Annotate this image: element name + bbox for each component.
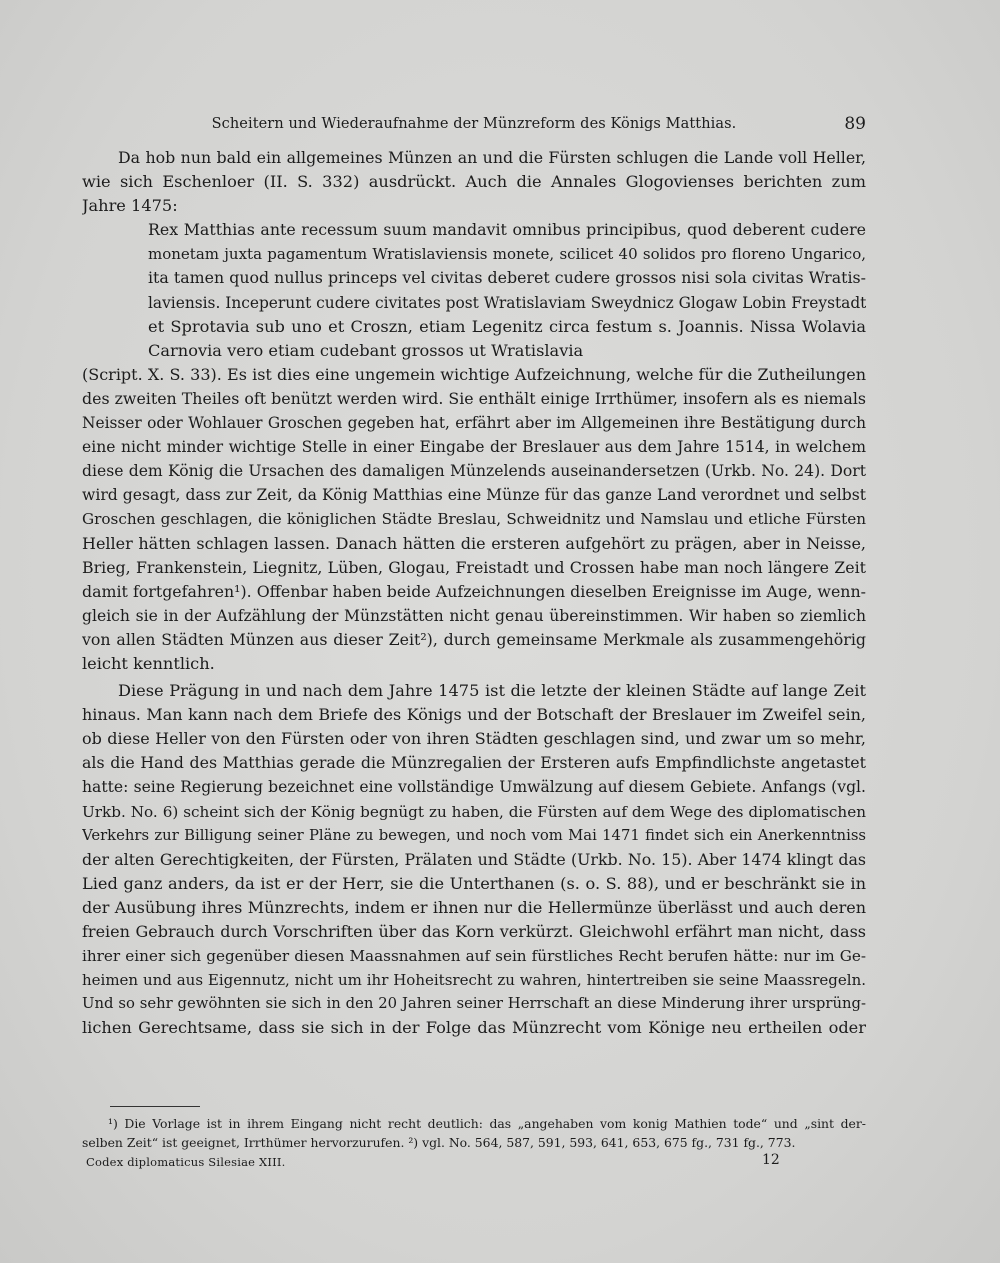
text-line: Groschen geschlagen, die königlichen Städte Breslau, Schweidnitz und Namslau und etliche Fürsten (82, 510, 866, 529)
text-line: von allen Städten Münzen aus dieser Zeit²), durch gemeinsame Merkmale als zusammengehörig (82, 629, 866, 649)
text-line: hatte: seine Regierung bezeichnet eine vollständige Umwälzung auf diesem Gebiete. Anfangs (vgl. (82, 778, 866, 797)
text-line: Brieg, Frankenstein, Liegnitz, Lüben, Glogau, Freistadt und Crossen habe man noch längere Zeit (82, 557, 866, 577)
text-line: Jahre 1475: (82, 196, 178, 216)
signature-line: Codex diplomaticus Silesiae XIII. (86, 1155, 286, 1169)
text-line: Verkehrs zur Billigung seiner Pläne zu bewegen, und noch vom Mai 1471 findet sich ein Anerkenntniss (82, 826, 866, 844)
text-line: heimen und aus Eigennutz, nicht um ihr Hoheitsrecht zu wahren, hintertreiben sie seine Maassregeln. (82, 971, 866, 990)
text-line: lichen Gerechtsame, dass sie sich in der Folge das Münzrecht vom Könige neu ertheilen oder (82, 1018, 866, 1038)
text-line: wird gesagt, dass zur Zeit, da König Matthias eine Münze für das ganze Land verordnet und selbst (82, 486, 866, 505)
text-line: (Script. X. S. 33). Es ist dies eine ungemein wichtige Aufzeichnung, welche für die Zutheilungen (82, 364, 866, 384)
quote-line: et Sprotavia sub uno et Croszn, etiam Legenitz circa festum s. Joannis. Nissa Wolavia (148, 316, 866, 336)
footnote-line: ¹) Die Vorlage ist in ihrem Eingang nicht recht deutlich: das „angehaben vom konig Mathien tode“ und „sint der- (108, 1116, 866, 1131)
quote-line: laviensis. Inceperunt cudere civitates post Wratislaviam Sweydnicz Glogaw Lobin Freystadt (148, 293, 866, 312)
quote-line: Rex Matthias ante recessum suum mandavit omnibus principibus, quod deberent cudere (148, 220, 866, 240)
footnote-line: selben Zeit“ ist geeignet, Irrthümer hervorzurufen. ²) vgl. No. 564, 587, 591, 593, 641, 653, 675 fg., 731 fg., 773. (82, 1135, 796, 1150)
text-line: ihrer einer sich gegenüber diesen Maassnahmen auf sein fürstliches Recht berufen hätte: nur im Ge- (82, 947, 866, 966)
sheet-number: 12 (762, 1152, 780, 1168)
text-line: Lied ganz anders, da ist er der Herr, sie die Unterthanen (s. o. S. 88), und er beschränkt sie in (82, 873, 866, 893)
page-number: 89 (844, 114, 866, 134)
text-line: leicht kenntlich. (82, 653, 215, 673)
footnotes (82, 1114, 866, 1152)
text-line: hinaus. Man kann nach dem Briefe des Königs und der Botschaft der Breslauer im Zweifel sein, (82, 705, 866, 725)
text-line: Neisser oder Wohlauer Groschen gegeben hat, erfährt aber im Allgemeinen ihre Bestätigung durch (82, 414, 866, 433)
text-line: ob diese Heller von den Fürsten oder von ihren Städten geschlagen sind, und zwar um so mehr, (82, 729, 866, 749)
quote-line: Carnovia vero etiam cudebant grossos ut Wratislavia (148, 340, 584, 360)
text-line: Diese Prägung in und nach dem Jahre 1475 ist die letzte der kleinen Städte auf lange Zeit (118, 681, 866, 701)
text-line: wie sich Eschenloer (II. S. 332) ausdrückt. Auch die Annales Glogovienses berichten zum (82, 172, 866, 192)
text-line: als die Hand des Matthias gerade die Münzregalien der Ersteren aufs Empfindlichste angetastet (82, 753, 866, 773)
text-line: Heller hätten schlagen lassen. Danach hätten die ersteren aufgehört zu prägen, aber in Neisse, (82, 533, 866, 553)
body-text (82, 146, 866, 1040)
text-line: der Ausübung ihres Münzrechts, indem er ihnen nur die Hellermünze überlässt und auch deren (82, 897, 866, 917)
text-line: des zweiten Theiles oft benützt werden wird. Sie enthält einige Irrthümer, insofern als es niemals (82, 388, 866, 408)
text-line: der alten Gerechtigkeiten, der Fürsten, Prälaten und Städte (Urkb. No. 15). Aber 1474 klingt das (82, 849, 866, 869)
running-title: Scheitern und Wiederaufnahme der Münzreform des Königs Matthias. (211, 116, 737, 132)
text-line: Da hob nun bald ein allgemeines Münzen an und die Fürsten schlugen die Lande voll Heller, (118, 148, 866, 167)
text-line: Urkb. No. 6) scheint sich der König begnügt zu haben, die Fürsten auf dem Wege des diplomatischen (82, 802, 866, 821)
quote-line: ita tamen quod nullus princeps vel civitas deberet cudere grossos nisi sola civitas Wratis- (148, 268, 866, 288)
text-line: eine nicht minder wichtige Stelle in einer Eingabe der Breslauer aus dem Jahre 1514, in welchem (82, 438, 866, 457)
footnote-rule (110, 1106, 200, 1107)
text-line: diese dem König die Ursachen des damaligen Münzelends auseinandersetzen (Urkb. No. 24). Dort (82, 462, 866, 481)
quote-line: monetam juxta pagamentum Wratislaviensis monete, scilicet 40 solidos pro floreno Ungarico, (148, 245, 866, 264)
text-line: gleich sie in der Aufzählung der Münzstätten nicht genau übereinstimmen. Wir haben so ziemlich (82, 606, 866, 625)
running-head (82, 116, 866, 138)
text-line: freien Gebrauch durch Vorschriften über das Korn verkürzt. Gleichwohl erfährt man nicht, dass (82, 922, 866, 941)
text-line: damit fortgefahren¹). Offenbar haben beide Aufzeichnungen dieselben Ereignisse im Auge, wenn- (82, 581, 866, 601)
text-line: Und so sehr gewöhnten sie sich in den 20 Jahren seiner Herrschaft an diese Minderung ihrer ursprüng- (82, 995, 866, 1013)
